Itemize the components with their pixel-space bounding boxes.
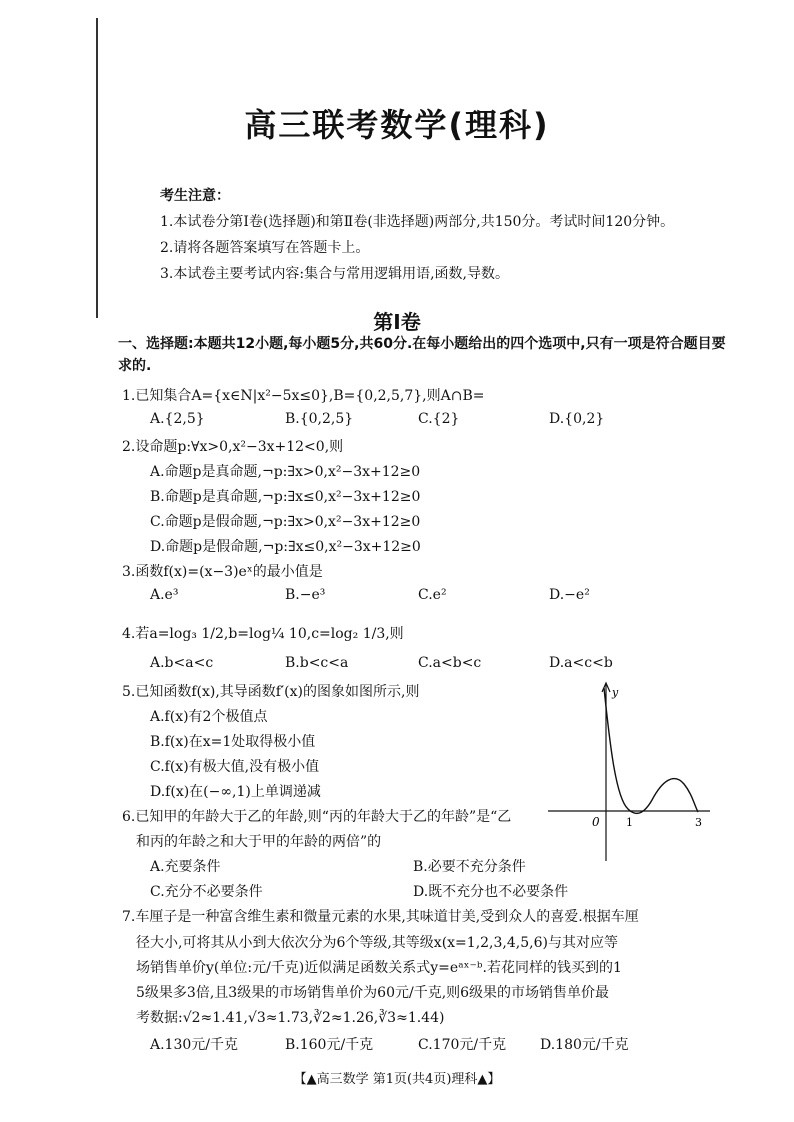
question-6-option-a: A.充要条件 (150, 859, 221, 875)
question-3-option-a: A.e³ (150, 587, 179, 603)
question-6-stem-line-2: 和丙的年龄之和大于甲的年龄的两倍”的 (136, 834, 382, 850)
question-7-option-b: B.160元/千克 (285, 1037, 374, 1053)
question-5-stem: 5.已知函数f(x),其导函数f′(x)的图象如图所示,则 (122, 684, 420, 700)
graph-axes (548, 683, 710, 861)
question-1-option-a: A.{2,5} (150, 411, 205, 427)
question-7-option-a: A.130元/千克 (150, 1037, 238, 1053)
origin-label: 0 (592, 815, 600, 829)
question-3-option-b: B.−e³ (285, 587, 326, 603)
notice-line: 3.本试卷主要考试内容:集合与常用逻辑用语,函数,导数。 (160, 266, 509, 282)
question-5-option-c: C.f(x)有极大值,没有极小值 (150, 759, 320, 775)
question-4-option-a: A.b<a<c (150, 655, 214, 671)
question-1-option-c: C.{2} (418, 411, 460, 427)
question-1-option-b: B.{0,2,5} (285, 411, 354, 427)
question-7-line-3: 场销售单价y(单位:元/千克)近似满足函数关系式y=eᵃˣ⁻ᵇ.若花同样的钱买到的1 (136, 960, 622, 976)
question-4-option-b: B.b<c<a (285, 655, 349, 671)
exam-notice (160, 183, 674, 287)
question-7-line-1: 7.车厘子是一种富含维生素和微量元素的水果,其味道甘美,受到众人的喜爱.根据车厘 (122, 909, 639, 925)
derivative-curve (604, 688, 698, 813)
section-instructions: 一、选择题:本题共12小题,每小题5分,共60分.在每小题给出的四个选项中,只有一项是符合题目要求的. (118, 336, 726, 374)
question-6-option-d: D.既不充分也不必要条件 (413, 884, 569, 900)
x-tick-3-label: 3 (695, 816, 702, 829)
question-2-option-d: D.命题p是假命题,¬p:∃x≤0,x²−3x+12≥0 (150, 539, 421, 555)
question-6-stem-line-1: 6.已知甲的年龄大于乙的年龄,则“丙的年龄大于乙的年龄”是“乙 (122, 809, 512, 825)
question-3-stem: 3.函数f(x)=(x−3)eˣ的最小值是 (122, 564, 323, 580)
notice-heading: 考生注意： (160, 188, 230, 204)
question-7-line-2: 径大小,可将其从小到大依次分为6个等级,其等级x(x=1,2,3,4,5,6)与其对应等 (136, 935, 618, 951)
question-2-option-b: B.命题p是真命题,¬p:∃x≤0,x²−3x+12≥0 (150, 489, 421, 505)
derivative-graph-figure (540, 676, 720, 866)
page-title: 高三联考数学(理科) (244, 106, 550, 144)
question-4-stem: 4.若a=log₃ 1/2,b=log¼ 10,c=log₂ 1/3,则 (122, 626, 404, 642)
question-5-option-d: D.f(x)在(−∞,1)上单调递减 (150, 784, 321, 800)
question-7-line-5: 考数据:√2≈1.41,√3≈1.73,∛2≈1.26,∛3≈1.44) (136, 1010, 445, 1026)
question-1-option-d: D.{0,2} (549, 411, 605, 427)
part-title: 第Ⅰ卷 (373, 310, 421, 334)
question-2-option-a: A.命题p是真命题,¬p:∃x>0,x²−3x+12≥0 (150, 464, 421, 480)
question-7-line-4: 5级果多3倍,且3级果的市场销售单价为60元/千克,则6级果的市场销售单价最 (136, 985, 610, 1001)
binding-margin-line (96, 18, 98, 318)
notice-line: 1.本试卷分第Ⅰ卷(选择题)和第Ⅱ卷(非选择题)两部分,共150分。考试时间120分钟。 (160, 214, 675, 230)
y-axis-label: y (612, 686, 619, 699)
x-tick-1-label: 1 (626, 816, 633, 829)
notice-line: 2.请将各题答案填写在答题卡上。 (160, 240, 370, 256)
question-4-option-d: D.a<c<b (549, 655, 613, 671)
question-3-option-c: C.e² (418, 587, 447, 603)
question-5-option-a: A.f(x)有2个极值点 (150, 709, 268, 725)
question-6-option-c: C.充分不必要条件 (150, 884, 263, 900)
question-3-option-d: D.−e² (549, 587, 590, 603)
question-2-stem: 2.设命题p:∀x>0,x²−3x+12<0,则 (122, 439, 344, 455)
question-4-option-c: C.a<b<c (418, 655, 482, 671)
question-7-option-c: C.170元/千克 (418, 1037, 507, 1053)
question-7-option-d: D.180元/千克 (540, 1037, 629, 1053)
question-1-stem: 1.已知集合A={x∈N|x²−5x≤0},B={0,2,5,7},则A∩B= (122, 388, 485, 404)
question-6-option-b: B.必要不充分条件 (413, 859, 526, 875)
question-5-option-b: B.f(x)在x=1处取得极小值 (150, 734, 316, 750)
page-footer: 【▲高三数学 第1页(共4页)理科▲】 (293, 1072, 501, 1087)
question-2-option-c: C.命题p是假命题,¬p:∃x>0,x²−3x+12≥0 (150, 514, 421, 530)
